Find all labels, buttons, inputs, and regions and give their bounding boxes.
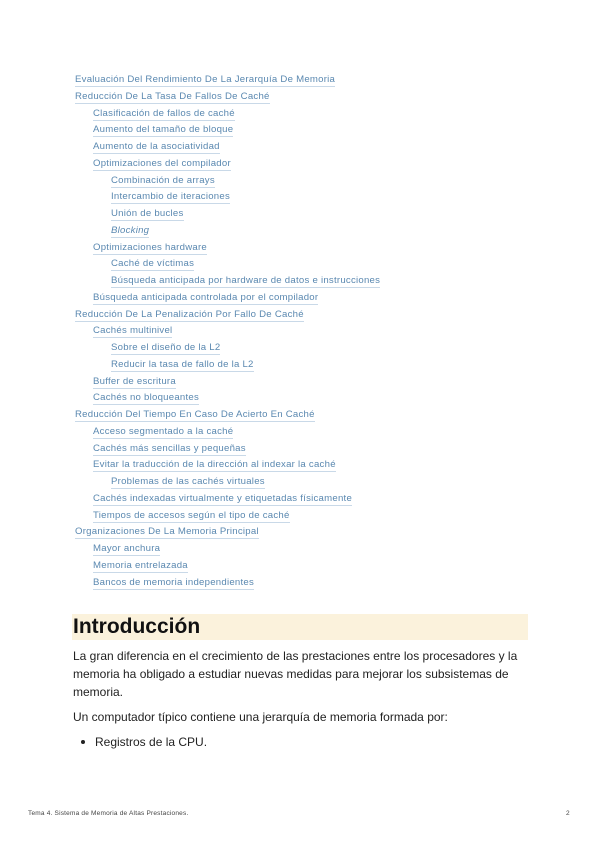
- toc-link[interactable]: Evaluación Del Rendimiento De La Jerarquía De Memoria: [75, 74, 336, 85]
- page-number: 2: [566, 810, 570, 817]
- toc-link[interactable]: Tiempos de accesos según el tipo de caché: [93, 509, 290, 521]
- intro-paragraph-1: La gran diferencia en el crecimiento de las prestaciones entre los procesadores y la memoria ha obligado a estudiar nuevas medidas para mejorar los subsistemas de memoria.: [73, 649, 518, 699]
- toc-link[interactable]: Combinación de arrays: [111, 174, 215, 186]
- list-item-text: Registros de la CPU.: [95, 735, 208, 749]
- toc-link[interactable]: Buffer de escritura: [93, 375, 176, 387]
- toc-link[interactable]: Cachés más sencillas y pequeñas: [93, 442, 246, 454]
- toc-link[interactable]: Cachés no bloqueantes: [93, 392, 200, 404]
- toc-link[interactable]: Búsqueda anticipada controlada por el compilador: [93, 291, 319, 303]
- toc-link[interactable]: Reducción De La Tasa De Fallos De Caché: [75, 90, 270, 102]
- toc-link[interactable]: Optimizaciones del compilador: [93, 157, 231, 169]
- toc-link[interactable]: Aumento del tamaño de bloque: [93, 124, 234, 136]
- toc-link[interactable]: Reducción De La Penalización Por Fallo De Caché: [75, 308, 304, 320]
- toc-link[interactable]: Reducir la tasa de fallo de la L2: [111, 358, 254, 370]
- toc-link[interactable]: Optimizaciones hardware: [93, 241, 207, 253]
- list-item: [73, 733, 528, 751]
- toc-link[interactable]: Cachés indexadas virtualmente y etiquetadas físicamente: [93, 492, 353, 504]
- toc-link[interactable]: Acceso segmentado a la caché: [93, 425, 234, 437]
- toc-link[interactable]: Reducción Del Tiempo En Caso De Acierto En Caché: [75, 409, 315, 420]
- toc-link[interactable]: Sobre el diseño de la L2: [111, 342, 221, 353]
- toc-link[interactable]: Blocking: [111, 224, 150, 236]
- bullet-list: [73, 733, 528, 751]
- intro-paragraph-2: Un computador típico contiene una jerarquía de memoria formada por:: [73, 710, 448, 724]
- toc-link[interactable]: Intercambio de iteraciones: [111, 191, 231, 203]
- toc-link[interactable]: Búsqueda anticipada por hardware de datos e instrucciones: [111, 275, 381, 286]
- toc-link[interactable]: Organizaciones De La Memoria Principal: [75, 526, 259, 538]
- toc-link[interactable]: Clasificación de fallos de caché: [93, 107, 235, 119]
- toc-link[interactable]: Unión de bucles: [111, 208, 184, 219]
- toc-link[interactable]: Problemas de las cachés virtuales: [111, 476, 265, 487]
- toc-link[interactable]: Caché de víctimas: [111, 258, 195, 270]
- toc-link[interactable]: Bancos de memoria independientes: [93, 576, 255, 588]
- footer-title: Tema 4. Sistema de Memoria de Altas Prestaciones.: [28, 810, 189, 817]
- toc-link[interactable]: Aumento de la asociatividad: [93, 141, 220, 152]
- toc-link[interactable]: Memoria entrelazada: [93, 559, 188, 571]
- bullet-icon: [81, 740, 85, 744]
- toc-link[interactable]: Mayor anchura: [93, 543, 161, 554]
- toc-link[interactable]: Cachés multinivel: [93, 325, 173, 337]
- toc-link[interactable]: Evitar la traducción de la dirección al indexar la caché: [93, 459, 336, 471]
- section-heading: Introducción: [72, 614, 528, 640]
